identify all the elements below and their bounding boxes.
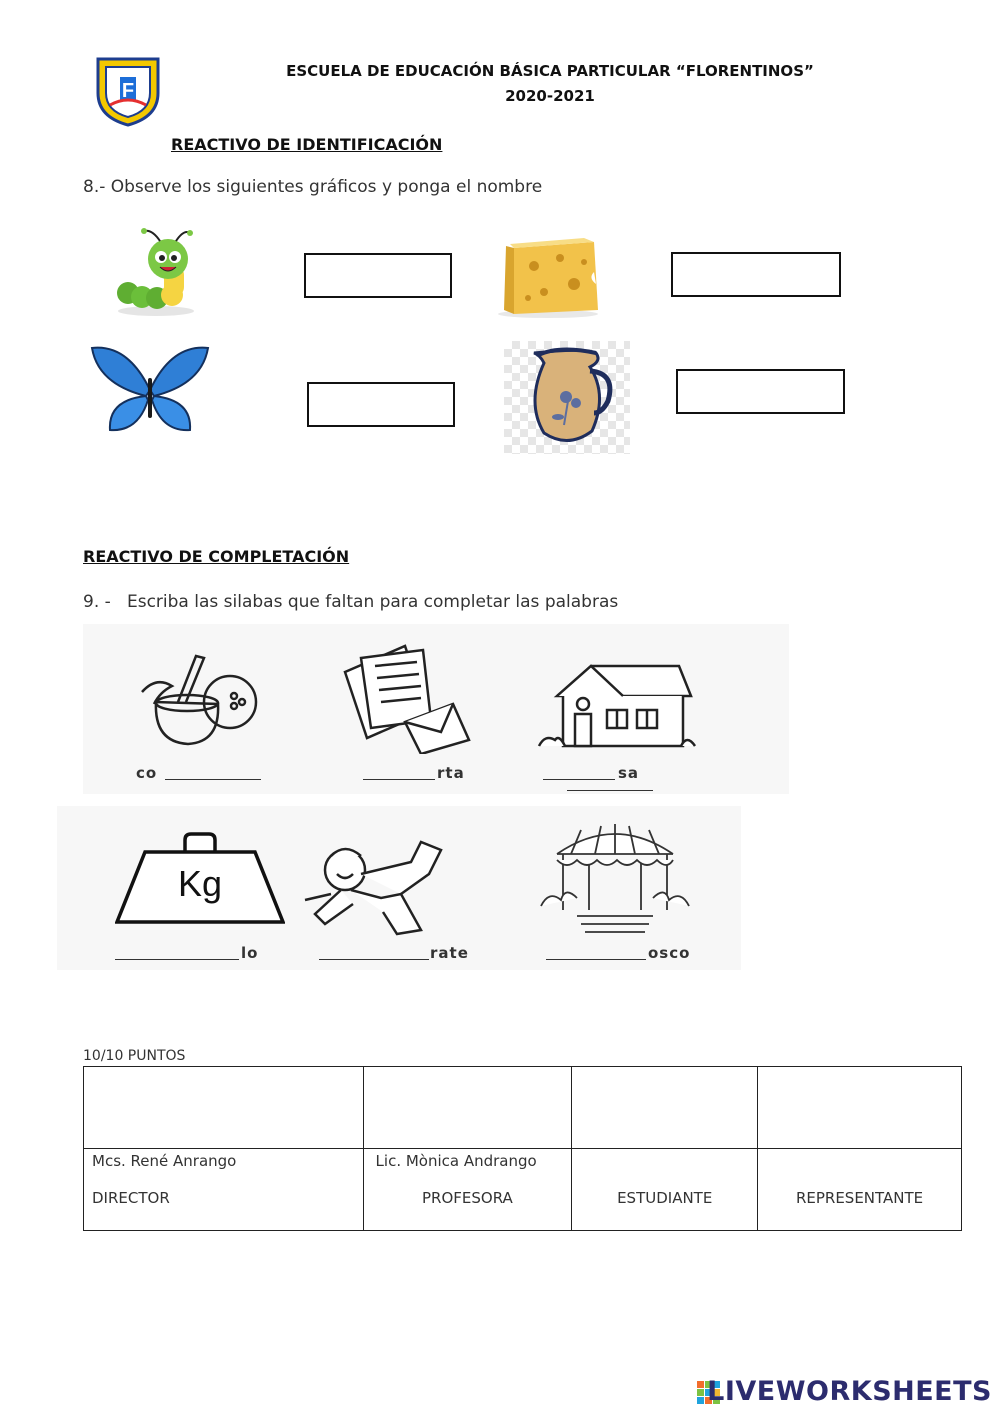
representante-role: REPRESENTANTE <box>795 1189 924 1207</box>
brand-name: LIVEWORKSHEETS <box>707 1376 992 1407</box>
signature-table <box>83 1066 962 1231</box>
director-name: Mcs. René Anrango <box>92 1152 237 1170</box>
score-text: 10/10 PUNTOS <box>83 1048 186 1064</box>
estudiante-name <box>572 1149 757 1189</box>
kiosk-icon <box>537 820 693 938</box>
answer-box-cheese[interactable] <box>671 252 841 297</box>
profesora-cell <box>363 1149 572 1231</box>
blank-kiosco[interactable] <box>546 959 646 960</box>
house-icon <box>537 660 697 752</box>
exercise-row-2 <box>57 806 741 970</box>
blank-casa[interactable] <box>543 779 615 780</box>
word-lo-suffix: lo <box>241 944 259 962</box>
school-logo <box>92 55 164 127</box>
exercise-row-1 <box>83 624 789 794</box>
letter-icon <box>341 642 475 754</box>
cheese-icon <box>494 236 602 318</box>
karate-kid-icon <box>301 834 461 938</box>
logo-letter: F <box>121 80 135 102</box>
answer-box-butterfly[interactable] <box>307 382 455 427</box>
representante-cell <box>758 1149 962 1231</box>
kettlebell-kg-icon <box>115 830 285 926</box>
answer-box-caterpillar[interactable] <box>304 253 452 298</box>
profesora-name: Lic. Mònica Andrango <box>375 1152 537 1170</box>
blank-casa-extra <box>567 790 653 791</box>
section2-instruction: 9. - Escriba las silabas que faltan para completar las palabras <box>83 592 619 612</box>
word-osco-suffix: osco <box>648 944 691 962</box>
word-rate-suffix: rate <box>430 944 469 962</box>
blank-kilo[interactable] <box>115 959 239 960</box>
blank-co[interactable] <box>165 779 261 780</box>
butterfly-icon <box>88 344 212 438</box>
blank-karate[interactable] <box>319 959 429 960</box>
signature-cell-estudiante[interactable] <box>572 1067 758 1149</box>
word-sa-suffix: sa <box>618 764 640 782</box>
section1-heading: REACTIVO DE IDENTIFICACIÓN <box>171 135 443 154</box>
profesora-role: PROFESORA <box>422 1189 513 1207</box>
estudiante-role: ESTUDIANTE <box>617 1189 713 1207</box>
word-rta-suffix: rta <box>437 764 465 782</box>
signature-cell-representante[interactable] <box>758 1067 962 1149</box>
estudiante-cell <box>572 1149 758 1231</box>
signature-cell-director[interactable] <box>84 1067 364 1149</box>
school-year: 2020-2021 <box>505 87 595 105</box>
coconut-icon <box>138 642 258 746</box>
section2-heading: REACTIVO DE COMPLETACIÓN <box>83 547 350 566</box>
caterpillar-icon <box>112 225 200 317</box>
section1-instruction: 8.- Observe los siguientes gráficos y ponga el nombre <box>83 177 543 197</box>
kg-label: Kg <box>177 863 223 904</box>
signature-cell-profesora[interactable] <box>363 1067 572 1149</box>
blank-carta[interactable] <box>363 779 435 780</box>
director-cell <box>84 1149 364 1231</box>
director-role: DIRECTOR <box>92 1189 170 1207</box>
jug-icon <box>504 341 630 454</box>
answer-box-jug[interactable] <box>676 369 845 414</box>
school-name: ESCUELA DE EDUCACIÓN BÁSICA PARTICULAR “FLORENTINOS” <box>286 62 814 80</box>
representante-name <box>758 1149 961 1189</box>
word-co-prefix: co <box>136 764 158 782</box>
